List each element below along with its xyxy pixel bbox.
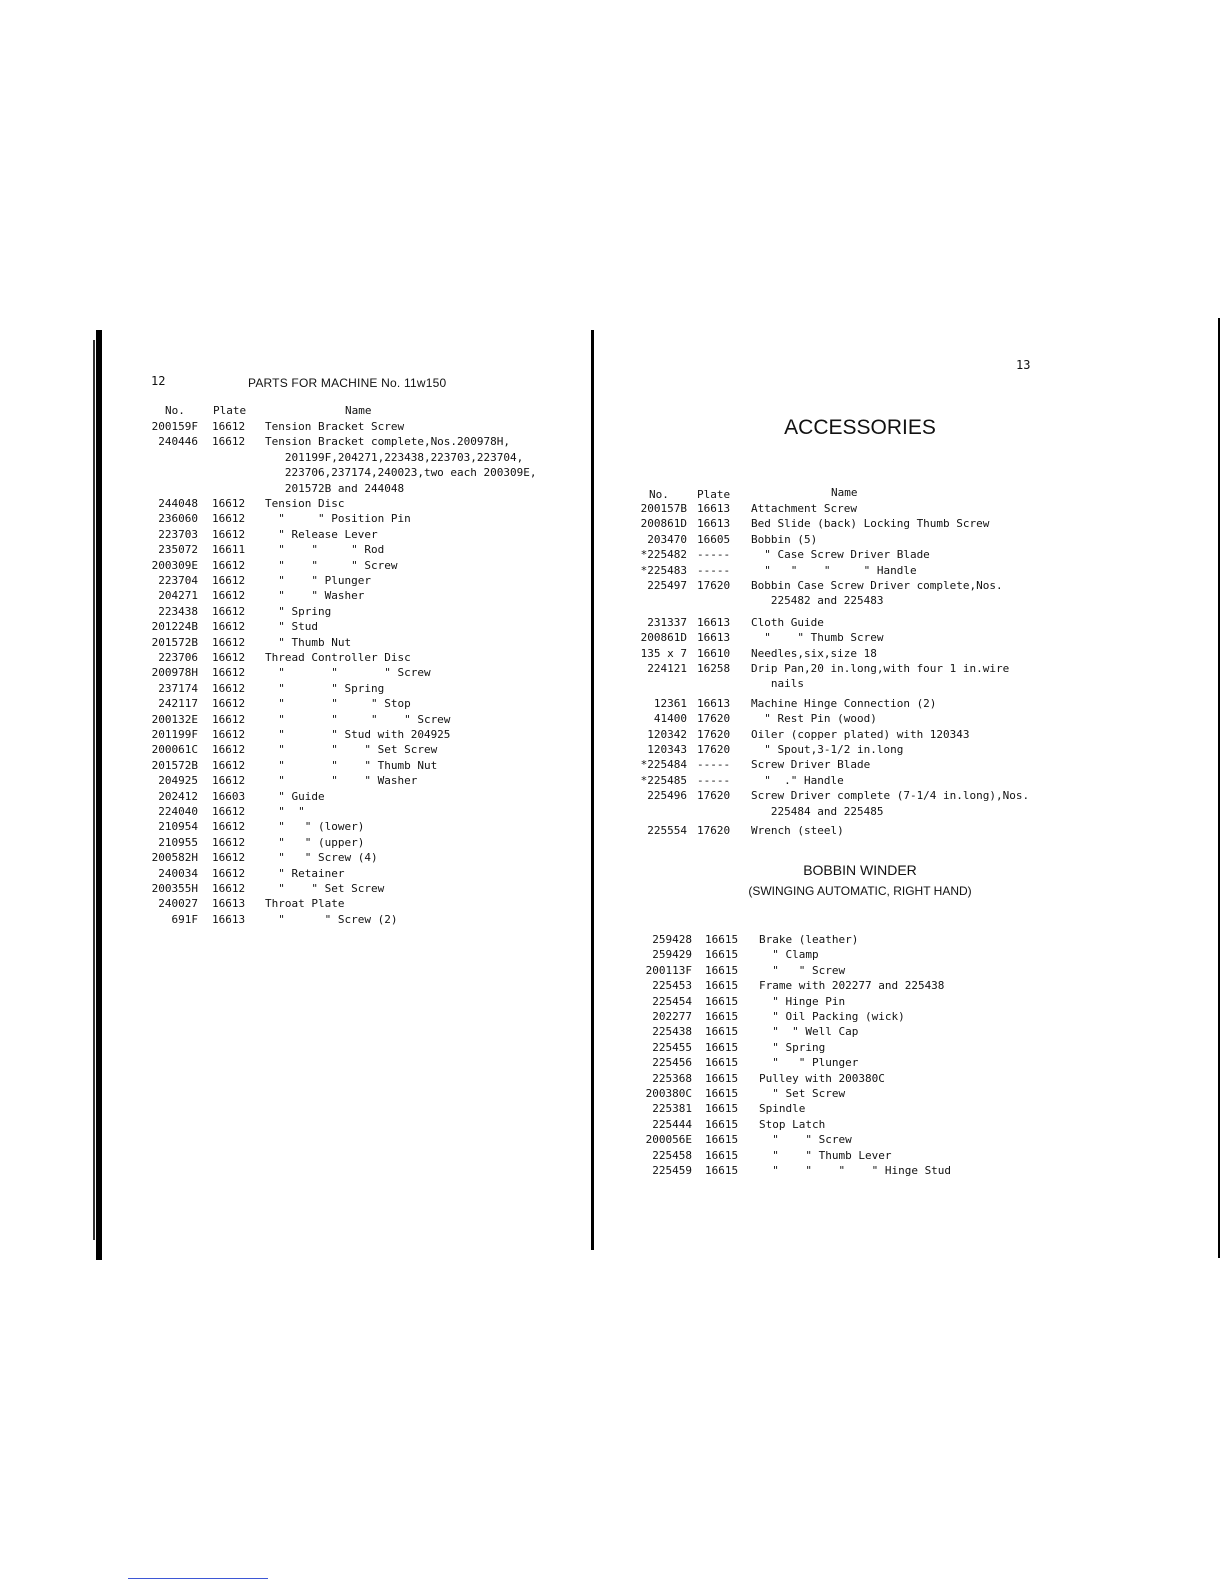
part-name: Throat Plate <box>265 897 345 911</box>
part-name: Bed Slide (back) Locking Thumb Screw <box>751 517 990 531</box>
part-number: 200978H <box>151 666 198 680</box>
part-name: 201199F,204271,223438,223703,223704, <box>265 450 524 464</box>
part-number: 225554 <box>647 824 687 837</box>
part-name: " Spring <box>265 604 332 618</box>
part-number: 224121 <box>647 662 687 675</box>
bobbin-winder-subheading: (SWINGING AUTOMATIC, RIGHT HAND) <box>748 884 972 898</box>
plate-number: 17620 <box>697 789 731 803</box>
part-name: Attachment Screw <box>751 502 857 515</box>
part-number: 691F <box>171 912 198 926</box>
part-name: " " Well Cap <box>759 1025 859 1039</box>
part-name: Wrench (steel) <box>751 824 844 837</box>
part-number: 225381 <box>652 1102 692 1116</box>
part-name: " " " Set Screw <box>265 743 438 757</box>
plate-number: 16612 <box>212 666 246 680</box>
plate-number: ----- <box>697 758 731 772</box>
part-number: 231337 <box>647 615 687 629</box>
column-header-plate: Plate <box>213 404 247 417</box>
part-number: 223703 <box>158 527 198 541</box>
part-name: " " Spring <box>265 681 385 695</box>
plate-number: 16612 <box>212 497 246 510</box>
part-number: 201199F <box>151 728 198 741</box>
part-name: " " Plunger <box>759 1056 859 1070</box>
part-number: 244048 <box>158 497 198 510</box>
part-name: " " " " Screw <box>265 712 451 726</box>
part-number: *225485 <box>640 773 687 787</box>
part-number: 259428 <box>652 933 692 946</box>
plate-number: 16613 <box>697 517 731 531</box>
part-name: " Stud <box>265 620 318 634</box>
plate-number: 16612 <box>212 620 246 634</box>
part-number: 200861D <box>640 517 687 531</box>
part-number: 201224B <box>151 620 198 634</box>
plate-number: 16612 <box>212 681 246 695</box>
plate-number: 16615 <box>705 1056 739 1070</box>
part-number: 120342 <box>647 727 687 741</box>
part-number: 202412 <box>158 789 198 803</box>
part-number: 201572B <box>151 758 198 772</box>
plate-number: 16615 <box>705 1087 739 1100</box>
left-page-title: PARTS FOR MACHINE No. 11w150 <box>248 376 447 390</box>
part-number: 235072 <box>158 543 198 557</box>
part-name: " Spout,3-1/2 in.long <box>751 743 904 756</box>
part-number: 242117 <box>158 697 198 711</box>
plate-number: 16615 <box>705 1010 739 1023</box>
plate-number: 16612 <box>212 866 246 880</box>
plate-number: 17620 <box>697 727 731 741</box>
part-name: " " <box>265 805 305 818</box>
plate-number: 16612 <box>212 589 246 603</box>
plate-number: 16612 <box>212 527 246 541</box>
plate-number: 16610 <box>697 646 731 660</box>
plate-number: 16612 <box>212 835 246 849</box>
part-name: " ." Handle <box>751 773 844 787</box>
plate-number: 16612 <box>212 851 246 865</box>
part-number: 200309E <box>151 558 198 572</box>
plate-number: 16613 <box>697 696 731 710</box>
part-number: 225496 <box>647 789 687 803</box>
part-name: Tension Bracket Screw <box>265 420 405 433</box>
part-name: " Spring <box>759 1040 826 1054</box>
part-name: " " " " Hinge Stud <box>759 1164 952 1177</box>
part-name: " " " Rod <box>265 543 385 557</box>
part-name: " Guide <box>265 789 325 803</box>
column-header-no: No. <box>165 404 185 417</box>
part-name: " " " Screw <box>265 666 431 680</box>
left-binding-shadow <box>93 340 95 1240</box>
part-number: 200380C <box>645 1087 692 1100</box>
plate-number: 16615 <box>705 994 739 1008</box>
plate-number: 16612 <box>212 435 246 449</box>
plate-number: 16612 <box>212 820 246 834</box>
accessories-column-header-name: Name <box>831 486 858 499</box>
plate-number: 16613 <box>212 912 246 926</box>
part-number: 259429 <box>652 948 692 962</box>
part-number: 223706 <box>158 651 198 664</box>
part-name: " Rest Pin (wood) <box>751 712 877 726</box>
part-number: 200159F <box>151 420 198 433</box>
part-name: " Clamp <box>759 948 819 962</box>
part-name: " Retainer <box>265 866 345 880</box>
part-name: " " " " Handle <box>751 563 917 577</box>
plate-number: 16612 <box>212 712 246 726</box>
plate-number: ----- <box>697 563 731 577</box>
plate-number: 16612 <box>212 604 246 618</box>
part-name: Bobbin (5) <box>751 532 818 546</box>
part-number: 41400 <box>653 712 687 726</box>
part-number: 223704 <box>158 574 198 587</box>
part-number: 200355H <box>151 882 198 895</box>
part-name: " Oil Packing (wick) <box>759 1010 905 1023</box>
plate-number: 16615 <box>705 1071 739 1085</box>
part-name: 225482 and 225483 <box>751 594 884 608</box>
plate-number: 17620 <box>697 743 731 756</box>
part-number: 135 x 7 <box>640 646 687 660</box>
part-number: 120343 <box>647 743 687 756</box>
part-name: " Release Lever <box>265 527 378 541</box>
part-number: 236060 <box>158 512 198 526</box>
part-number: 210955 <box>158 835 198 849</box>
bobbin-winder-heading: BOBBIN WINDER <box>803 862 917 878</box>
part-name: " " " Stop <box>265 697 411 711</box>
part-name: 201572B and 244048 <box>265 481 405 495</box>
part-number: 225444 <box>652 1117 692 1131</box>
part-number: 200582H <box>151 851 198 865</box>
part-number: 204925 <box>158 774 198 788</box>
accessories-heading: ACCESSORIES <box>784 416 936 439</box>
part-number: 240027 <box>158 897 198 911</box>
plate-number: 16613 <box>212 897 246 911</box>
plate-number: 16615 <box>705 979 739 993</box>
part-number: 225368 <box>652 1071 692 1085</box>
plate-number: 16615 <box>705 948 739 962</box>
part-name: " Case Screw Driver Blade <box>751 548 930 562</box>
part-number: 224040 <box>158 805 198 818</box>
plate-number: 16612 <box>212 882 246 895</box>
part-name: nails <box>751 677 804 691</box>
part-name: " " Screw (2) <box>265 912 398 926</box>
part-name: " " (lower) <box>265 820 365 834</box>
plate-number: 16612 <box>212 805 246 818</box>
part-name: " " " Washer <box>265 774 418 788</box>
part-name: " " (upper) <box>265 835 365 849</box>
part-name: Stop Latch <box>759 1117 826 1131</box>
left-page-number: 12 <box>151 374 166 388</box>
bottom-underline <box>128 1578 268 1579</box>
plate-number: 17620 <box>697 712 731 726</box>
plate-number: 16613 <box>697 615 731 629</box>
part-name: Machine Hinge Connection (2) <box>751 696 937 710</box>
plate-number: 16612 <box>212 728 246 741</box>
part-name: Drip Pan,20 in.long,with four 1 in.wire <box>751 662 1010 675</box>
part-number: 225438 <box>652 1025 692 1039</box>
part-name: Screw Driver complete (7-1/4 in.long),Nos. <box>751 789 1030 803</box>
part-name: " " Screw (4) <box>265 851 378 865</box>
part-name: " " Thumb Lever <box>759 1148 892 1162</box>
part-number: 225455 <box>652 1040 692 1054</box>
plate-number: 16612 <box>212 697 246 711</box>
plate-number: ----- <box>697 548 731 562</box>
plate-number: 16605 <box>697 532 731 546</box>
plate-number: 16611 <box>212 543 246 557</box>
part-number: 200113F <box>645 963 692 977</box>
plate-number: 16615 <box>705 1102 739 1116</box>
right-page-edge <box>1218 318 1220 1258</box>
part-name: " Set Screw <box>759 1087 846 1100</box>
part-name: Pulley with 200380C <box>759 1071 885 1085</box>
part-name: Bobbin Case Screw Driver complete,Nos. <box>751 579 1003 592</box>
part-name: " " " Screw <box>265 558 398 572</box>
part-name: " " Position Pin <box>265 512 411 526</box>
part-name: Spindle <box>759 1102 806 1116</box>
part-name: 223706,237174,240023,two each 200309E, <box>265 466 537 480</box>
part-number: 225453 <box>652 979 692 993</box>
plate-number: 16612 <box>212 420 246 433</box>
plate-number: 16615 <box>705 1117 739 1131</box>
plate-number: 16615 <box>705 963 739 977</box>
part-number: 240446 <box>158 435 198 449</box>
plate-number: 16615 <box>705 933 739 946</box>
part-number: 200061C <box>151 743 198 757</box>
part-number: 223438 <box>158 604 198 618</box>
plate-number: 16615 <box>705 1133 739 1147</box>
part-name: " " Screw <box>759 963 846 977</box>
part-name: 225484 and 225485 <box>751 804 884 818</box>
plate-number: 17620 <box>697 824 731 837</box>
part-number: 225459 <box>652 1164 692 1177</box>
part-name: " Hinge Pin <box>759 994 846 1008</box>
part-number: 225458 <box>652 1148 692 1162</box>
part-name: Oiler (copper plated) with 120343 <box>751 727 970 741</box>
part-number: *225483 <box>640 563 687 577</box>
part-name: Screw Driver Blade <box>751 758 871 772</box>
part-number: 204271 <box>158 589 198 603</box>
part-name: Brake (leather) <box>759 933 859 946</box>
accessories-column-header-no: No. <box>649 488 669 501</box>
plate-number: 16603 <box>212 789 246 803</box>
part-number: 225454 <box>652 994 692 1008</box>
part-number: 237174 <box>158 681 198 695</box>
part-name: " Thumb Nut <box>265 635 352 649</box>
plate-number: 16612 <box>212 774 246 788</box>
accessories-column-header-plate: Plate <box>697 488 731 501</box>
part-name: " " Screw <box>759 1133 852 1147</box>
part-name: " " Washer <box>265 589 365 603</box>
plate-number: 16612 <box>212 574 246 587</box>
part-number: 240034 <box>158 866 198 880</box>
part-name: " " Plunger <box>265 574 371 587</box>
plate-number: 17620 <box>697 579 731 592</box>
part-number: 203470 <box>647 532 687 546</box>
part-name: Needles,six,size 18 <box>751 646 877 660</box>
plate-number: 16612 <box>212 743 246 757</box>
plate-number: 16615 <box>705 1164 739 1177</box>
plate-number: 16615 <box>705 1025 739 1039</box>
plate-number: 16612 <box>212 651 246 664</box>
left-binding-edge <box>96 330 102 1260</box>
part-name: Tension Disc <box>265 497 345 510</box>
part-name: Frame with 202277 and 225438 <box>759 979 945 993</box>
part-number: 225456 <box>652 1056 692 1070</box>
plate-number: 16258 <box>697 662 731 675</box>
plate-number: 16613 <box>697 502 731 515</box>
plate-number: 16615 <box>705 1040 739 1054</box>
part-number: 12361 <box>653 696 687 710</box>
part-number: 200157B <box>640 502 687 515</box>
plate-number: 16612 <box>212 558 246 572</box>
part-number: 200861D <box>640 631 687 645</box>
part-number: 200132E <box>151 712 198 726</box>
page-gutter <box>591 330 594 1250</box>
part-number: 210954 <box>158 820 198 834</box>
part-number: *225484 <box>640 758 687 772</box>
right-page-number: 13 <box>1016 358 1031 372</box>
part-number: 201572B <box>151 635 198 649</box>
part-name: " " Thumb Screw <box>751 631 884 645</box>
plate-number: 16612 <box>212 512 246 526</box>
part-number: *225482 <box>640 548 687 562</box>
part-number: 200056E <box>645 1133 692 1147</box>
plate-number: ----- <box>697 773 731 787</box>
part-name: " " Set Screw <box>265 882 385 895</box>
plate-number: 16612 <box>212 758 246 772</box>
part-name: Tension Bracket complete,Nos.200978H, <box>265 435 511 449</box>
plate-number: 16615 <box>705 1148 739 1162</box>
plate-number: 16613 <box>697 631 731 645</box>
part-name: " " " Thumb Nut <box>265 758 438 772</box>
plate-number: 16612 <box>212 635 246 649</box>
part-name: Thread Controller Disc <box>265 651 411 664</box>
part-name: " " Stud with 204925 <box>265 728 451 741</box>
part-number: 225497 <box>647 579 687 592</box>
part-number: 202277 <box>652 1010 692 1023</box>
column-header-name: Name <box>345 404 372 417</box>
part-name: Cloth Guide <box>751 615 824 629</box>
